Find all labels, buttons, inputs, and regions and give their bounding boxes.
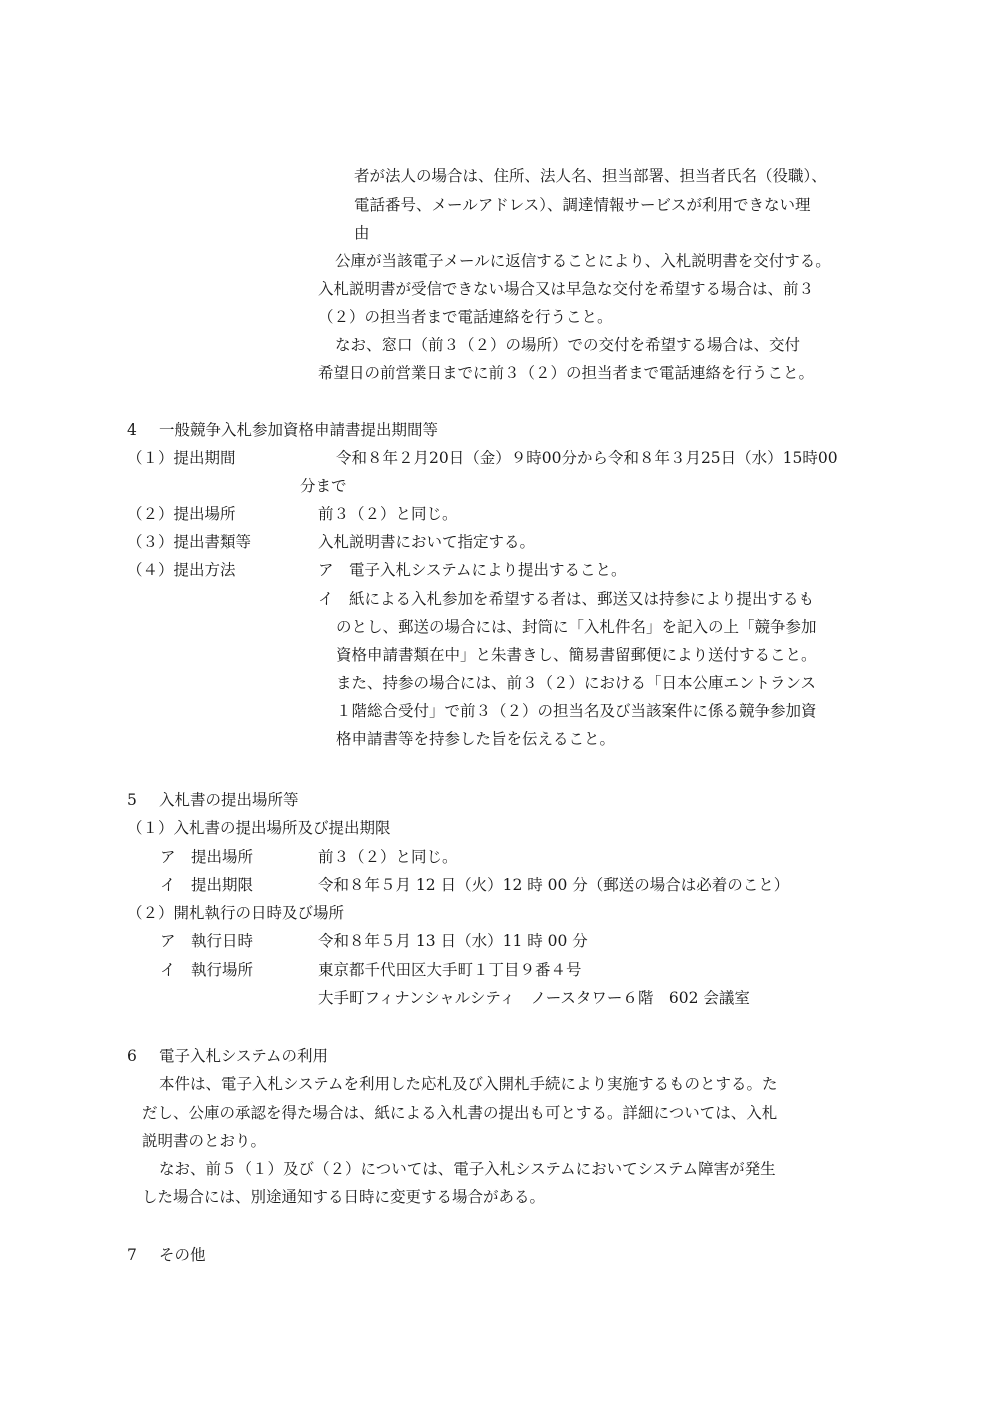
text-line: なお、前５（１）及び（２）については、電子入札システムにおいてシステム障害が発生: [159, 1160, 776, 1178]
section-title: 電子入札システムの利用: [159, 1047, 328, 1065]
text-line: した場合には、別途通知する日時に変更する場合がある。: [142, 1188, 546, 1206]
item-label: イ 提出期限: [160, 876, 254, 894]
section-number: 5: [127, 791, 137, 809]
text-line: 電話番号、メールアドレス）、調達情報サービスが利用できない理: [354, 196, 811, 214]
item-value: ア 電子入札システムにより提出すること。: [318, 561, 627, 579]
item-label: （１）提出期間: [127, 449, 236, 467]
text-line: 由: [354, 224, 370, 242]
text-line: 公庫が当該電子メールに返信することにより、入札説明書を交付する。: [335, 252, 831, 270]
item-value: 令和８年５月 13 日（水）11 時 00 分: [318, 932, 588, 950]
item-label: イ 執行場所: [160, 961, 254, 979]
item-value: イ 紙による入札参加を希望する者は、郵送又は持参により提出するも: [318, 590, 815, 608]
section-number: 6: [127, 1047, 137, 1065]
text-line: 説明書のとおり。: [142, 1132, 267, 1150]
item-label: ア 提出場所: [160, 848, 254, 866]
text-line: 入札説明書が受信できない場合又は早急な交付を希望する場合は、前３: [318, 280, 815, 298]
text-line: １階総合受付」で前３（２）の担当名及び当該案件に係る競争参加資: [336, 702, 817, 720]
item-value: 前３（２）と同じ。: [318, 505, 458, 523]
item-value: 大手町フィナンシャルシティ ノースタワー６階 602 会議室: [318, 989, 750, 1007]
section-number: 7: [127, 1246, 137, 1264]
text-line: なお、窓口（前３（２）の場所）での交付を希望する場合は、交付: [335, 336, 801, 354]
item-value: 前３（２）と同じ。: [318, 848, 458, 866]
text-line: また、持参の場合には、前３（２）における「日本公庫エントランス: [336, 674, 817, 692]
section-title: その他: [159, 1246, 206, 1264]
subsection-title: （２）開札執行の日時及び場所: [127, 904, 345, 922]
item-label: ア 執行日時: [160, 932, 254, 950]
text-line: 格申請書等を持参した旨を伝えること。: [336, 730, 616, 748]
item-label: （４）提出方法: [127, 561, 236, 579]
subsection-title: （１）入札書の提出場所及び提出期限: [127, 819, 391, 837]
item-value: 令和８年５月 12 日（火）12 時 00 分（郵送の場合は必着のこと）: [318, 876, 790, 894]
item-value: 東京都千代田区大手町１丁目９番４号: [318, 961, 582, 979]
section-number: 4: [127, 421, 137, 439]
item-value: 分まで: [300, 477, 347, 495]
item-value: 入札説明書において指定する。: [318, 533, 536, 551]
text-line: （２）の担当者まで電話連絡を行うこと。: [318, 308, 613, 326]
text-line: のとし、郵送の場合には、封筒に「入札件名」を記入の上「競争参加: [336, 618, 817, 636]
section-title: 入札書の提出場所等: [159, 791, 299, 809]
text-line: だし、公庫の承認を得た場合は、紙による入札書の提出も可とする。詳細については、入札: [142, 1104, 778, 1122]
section-title: 一般競争入札参加資格申請書提出期間等: [159, 421, 439, 439]
text-line: 本件は、電子入札システムを利用した応札及び入開札手続により実施するものとする。た: [159, 1075, 778, 1093]
item-value: 令和８年２月20日（金）９時00分から令和８年３月25日（水）15時00: [336, 449, 838, 467]
item-label: （３）提出書類等: [127, 533, 252, 551]
text-line: 資格申請書類在中」と朱書きし、簡易書留郵便により送付すること。: [336, 646, 817, 664]
item-label: （２）提出場所: [127, 505, 236, 523]
text-line: 者が法人の場合は、住所、法人名、担当部署、担当者氏名（役職）、: [354, 167, 827, 185]
text-line: 希望日の前営業日までに前３（２）の担当者まで電話連絡を行うこと。: [318, 364, 815, 382]
